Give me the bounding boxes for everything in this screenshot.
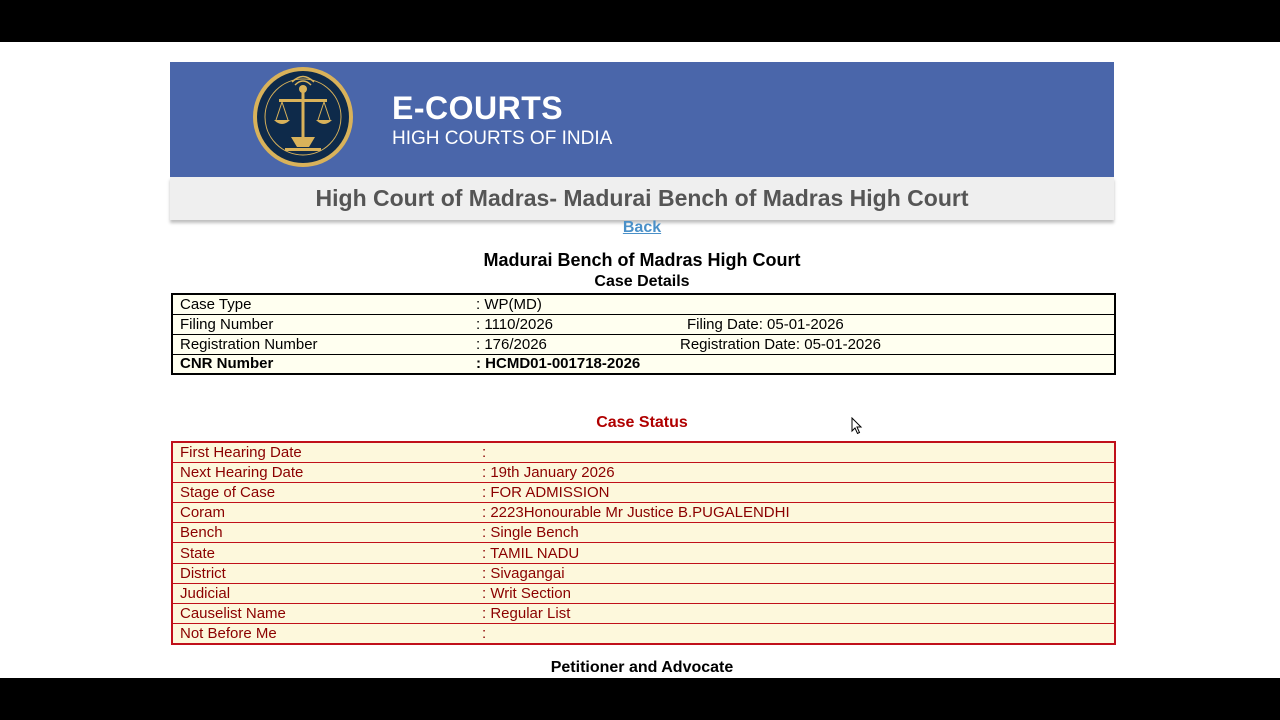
court-title: High Court of Madras- Madurai Bench of Madras High Court — [315, 185, 969, 211]
ecourts-banner — [170, 62, 1114, 177]
back-link[interactable]: Back — [622, 219, 662, 236]
case-type-label: Case Type — [172, 294, 469, 314]
court-heading: Madurai Bench of Madras High Court — [483, 250, 801, 270]
registration-number-label: Registration Number — [172, 334, 469, 354]
table-row — [172, 583, 1115, 603]
case-type-extra — [679, 294, 1115, 314]
table-row — [172, 543, 1115, 563]
filing-number-label: Filing Number — [172, 314, 469, 334]
case-details-heading: Case Details — [594, 273, 690, 290]
court-title-bar — [170, 177, 1114, 220]
filing-date: Filing Date: 05-01-2026 — [679, 314, 1115, 334]
table-row — [172, 624, 1115, 644]
table-row — [172, 563, 1115, 583]
table-row — [172, 314, 1115, 334]
status-label: Stage of Case — [172, 482, 475, 502]
registration-number-value: : 176/2026 — [469, 334, 679, 354]
table-row — [172, 482, 1115, 502]
status-value: : Writ Section — [475, 583, 1115, 603]
cnr-extra — [679, 354, 1115, 374]
status-label: Not Before Me — [172, 624, 475, 644]
status-value: : 2223Honourable Mr Justice B.PUGALENDHI — [475, 503, 1115, 523]
status-value: : 19th January 2026 — [475, 462, 1115, 482]
cnr-value: : HCMD01-001718-2026 — [469, 354, 679, 374]
petitioner-advocate-heading: Petitioner and Advocate — [550, 659, 734, 676]
registration-date: Registration Date: 05-01-2026 — [679, 334, 1115, 354]
case-details-table — [171, 293, 1116, 375]
table-row — [172, 334, 1115, 354]
status-value: : — [475, 442, 1115, 462]
status-label: Next Hearing Date — [172, 462, 475, 482]
video-letterbox-top — [0, 0, 1280, 42]
cnr-label: CNR Number — [172, 354, 469, 374]
case-status-heading: Case Status — [596, 414, 688, 431]
case-status-table — [171, 441, 1116, 645]
filing-number-value: : 1110/2026 — [469, 314, 679, 334]
table-row — [172, 523, 1115, 543]
video-letterbox-bottom — [0, 678, 1280, 720]
status-value: : Regular List — [475, 604, 1115, 624]
status-label: Judicial — [172, 583, 475, 603]
page-content — [0, 42, 1280, 678]
status-value: : Single Bench — [475, 523, 1115, 543]
brand-title: E-COURTS — [392, 90, 564, 126]
table-row — [172, 442, 1115, 462]
mouse-pointer-icon — [851, 417, 863, 435]
status-label: Bench — [172, 523, 475, 543]
case-type-value: : WP(MD) — [469, 294, 679, 314]
status-label: State — [172, 543, 475, 563]
table-row — [172, 354, 1115, 374]
status-value: : TAMIL NADU — [475, 543, 1115, 563]
table-row — [172, 604, 1115, 624]
status-value: : FOR ADMISSION — [475, 482, 1115, 502]
status-label: Causelist Name — [172, 604, 475, 624]
status-label: Coram — [172, 503, 475, 523]
table-row — [172, 503, 1115, 523]
table-row — [172, 462, 1115, 482]
status-value: : — [475, 624, 1115, 644]
ecourts-scales-emblem-icon — [251, 65, 355, 169]
status-label: District — [172, 563, 475, 583]
table-row — [172, 294, 1115, 314]
status-value: : Sivagangai — [475, 563, 1115, 583]
brand-subtitle: HIGH COURTS OF INDIA — [392, 128, 613, 149]
status-label: First Hearing Date — [172, 442, 475, 462]
